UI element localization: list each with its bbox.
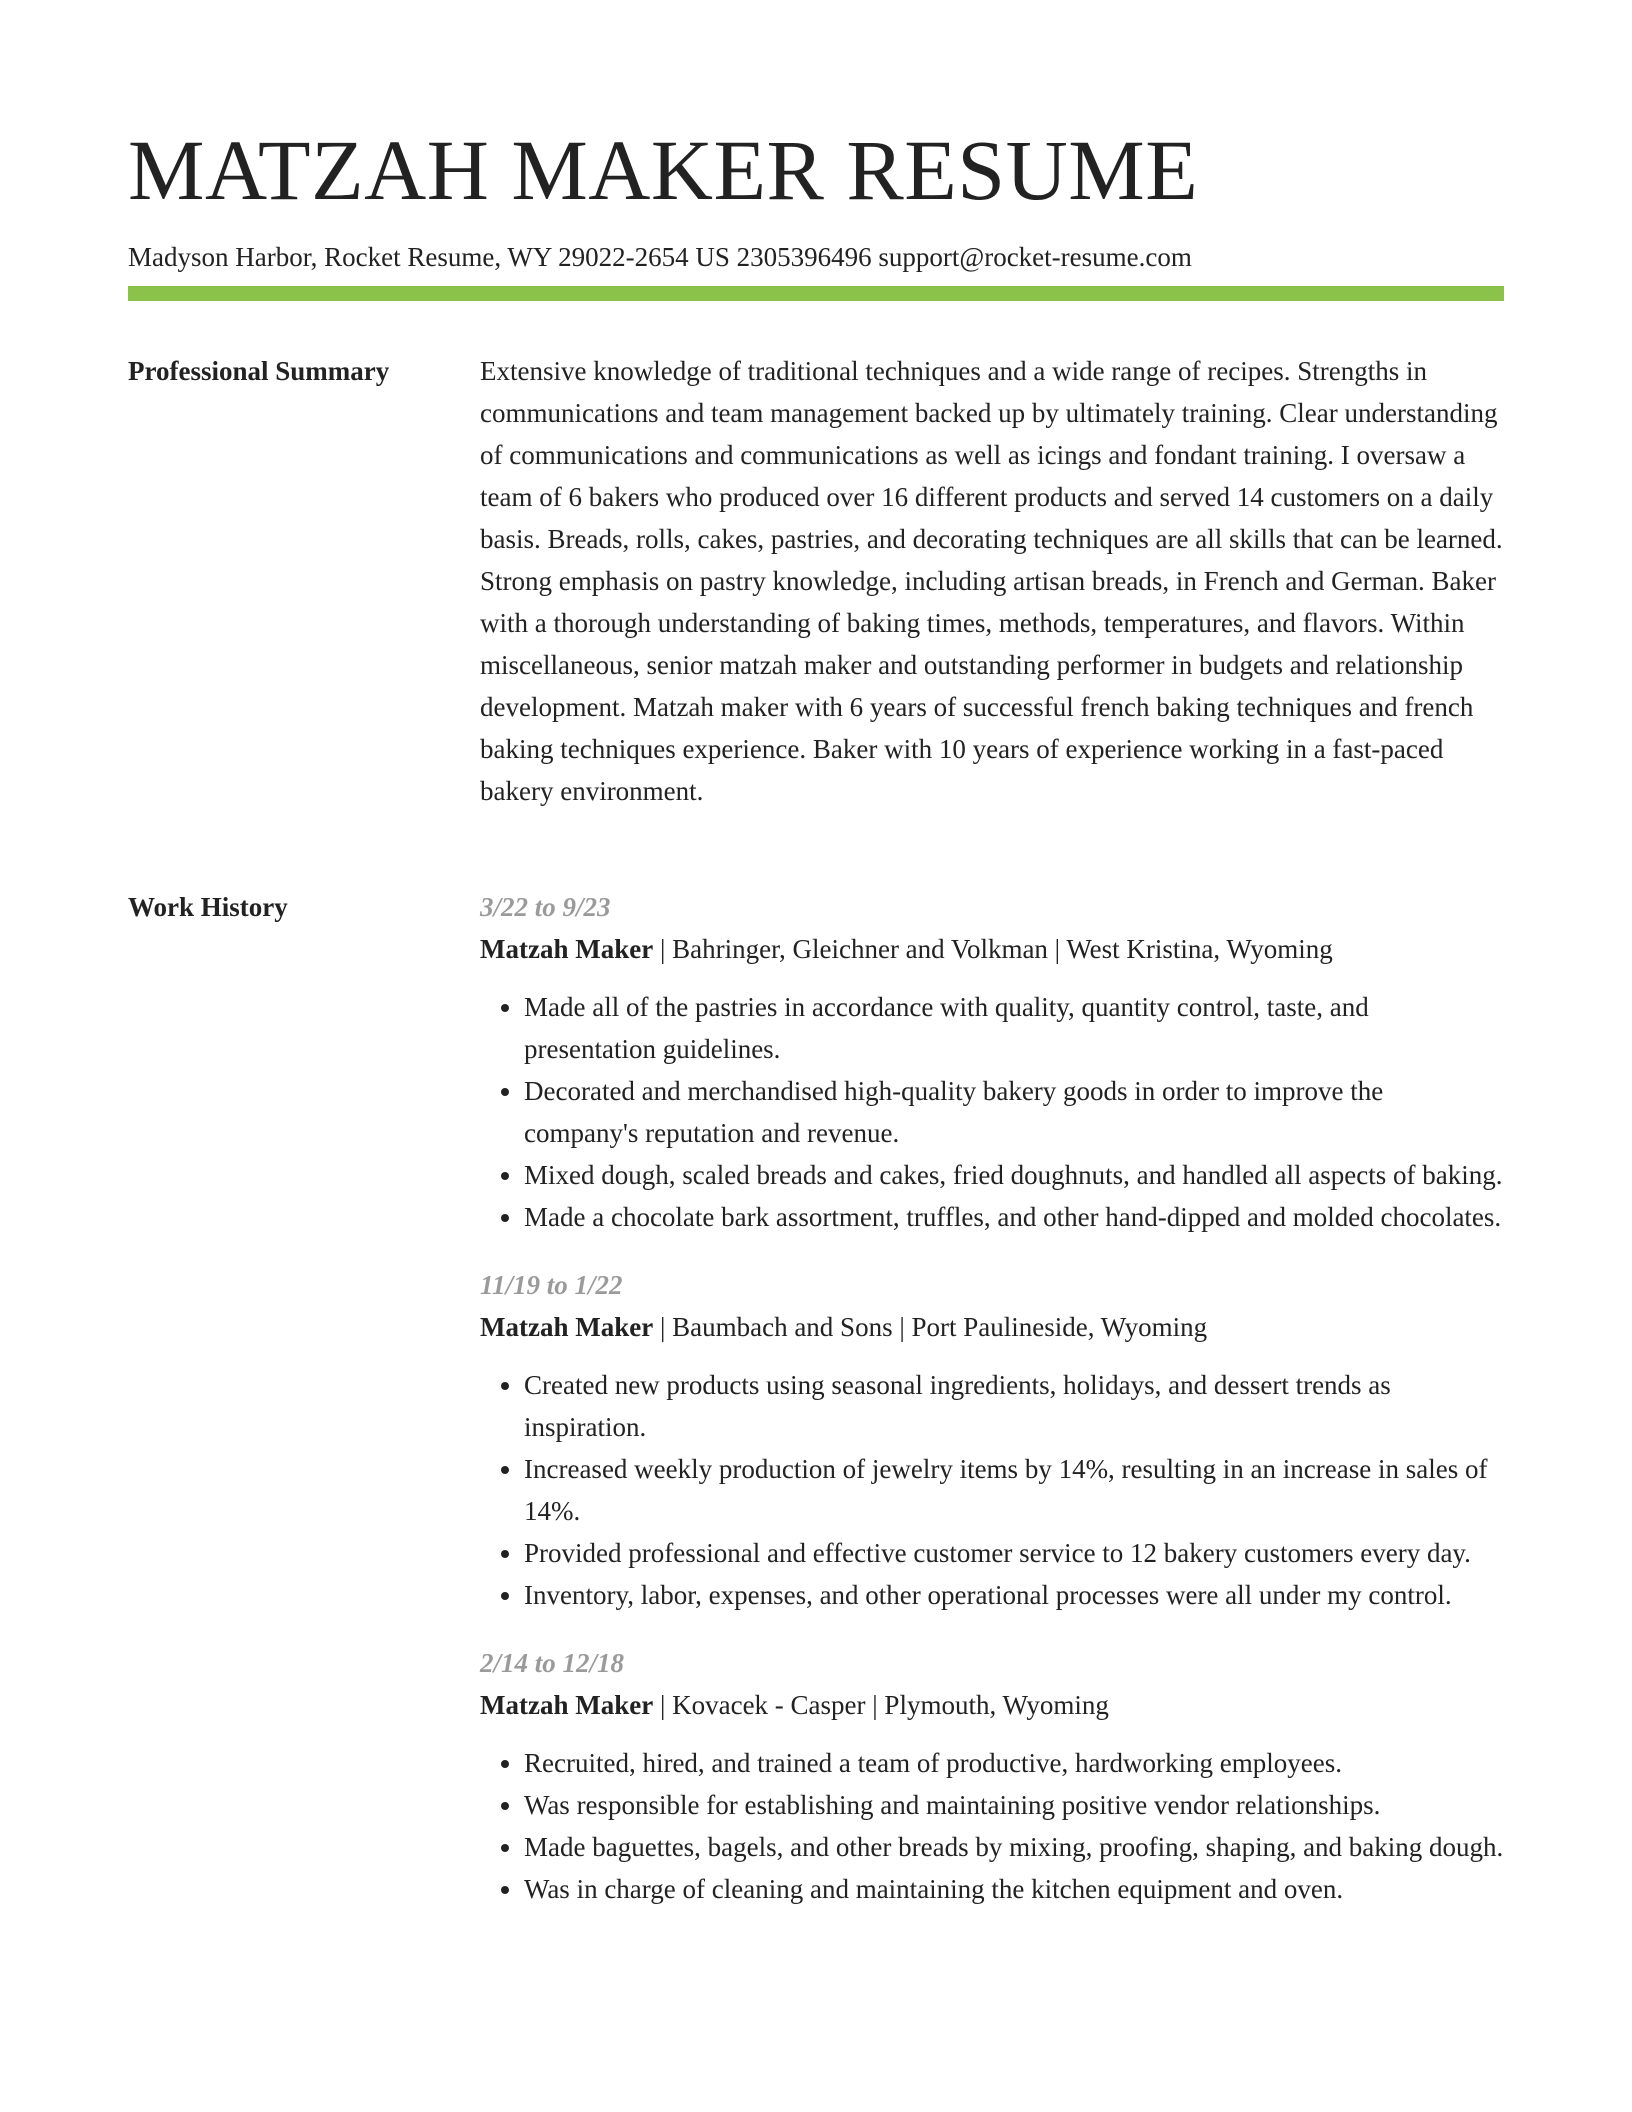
job-bullets <box>480 1742 1504 1910</box>
job-entry <box>480 886 1504 1238</box>
resume-header <box>128 118 1504 274</box>
work-history-heading: Work History <box>128 892 288 922</box>
job-entry <box>480 1264 1504 1616</box>
summary-body <box>480 350 1504 812</box>
bullet-item: • Created new products using seasonal ingredients, holidays, and dessert trends as inspiration. <box>524 1364 1504 1448</box>
bullet-item: • Provided professional and effective customer service to 12 bakery customers every day. <box>524 1532 1504 1574</box>
bullet-item: • Increased weekly production of jewelry items by 14%, resulting in an increase in sales of 14%. <box>524 1448 1504 1532</box>
job-title-line <box>480 1684 1504 1726</box>
bullet-item: • Made a chocolate bark assortment, truffles, and other hand-dipped and molded chocolates. <box>524 1196 1504 1238</box>
job-dates: 11/19 to 1/22 <box>480 1270 623 1300</box>
bullet-item: • Was in charge of cleaning and maintaining the kitchen equipment and oven. <box>524 1868 1504 1910</box>
work-history-body <box>480 886 1504 1936</box>
bullet-item: • Recruited, hired, and trained a team of productive, hardworking employees. <box>524 1742 1504 1784</box>
job-details: | Bahringer, Gleichner and Volkman | West Kristina, Wyoming <box>653 934 1333 964</box>
bullet-item: • Mixed dough, scaled breads and cakes, fried doughnuts, and handled all aspects of baking. <box>524 1154 1504 1196</box>
resume-title: MATZAH MAKER RESUME <box>128 122 1199 218</box>
job-bullets <box>480 1364 1504 1616</box>
job-bullets <box>480 986 1504 1238</box>
job-dates: 2/14 to 12/18 <box>480 1648 625 1678</box>
bullet-item: • Was responsible for establishing and maintaining positive vendor relationships. <box>524 1784 1504 1826</box>
job-title: Matzah Maker <box>480 1312 654 1342</box>
bullet-item: • Inventory, labor, expenses, and other operational processes were all under my control. <box>524 1574 1504 1616</box>
accent-divider <box>128 286 1504 301</box>
job-details: | Kovacek - Casper | Plymouth, Wyoming <box>653 1690 1109 1720</box>
job-title-line <box>480 928 1504 970</box>
bullet-item: • Made all of the pastries in accordance with quality, quantity control, taste, and presentation guidelines. <box>524 986 1504 1070</box>
job-entry <box>480 1642 1504 1910</box>
bullet-item: • Decorated and merchandised high-quality bakery goods in order to improve the company's reputation and revenue. <box>524 1070 1504 1154</box>
job-title: Matzah Maker <box>480 1690 654 1720</box>
summary-text: Extensive knowledge of traditional techniques and a wide range of recipes. Strengths in communications and team management backed up by ultimately training. Clear understanding of communications and communications as well as icings and fondant training. I oversaw a team of 6 bakers who produced over 16 different products and served 14 customers on a daily basis. Breads, rolls, cakes, pastries, and decorating techniques are all skills that can be learned. Strong emphasis on pastry knowledge, including artisan breads, in French and German. Baker with a thorough understanding of baking times, methods, temperatures, and flavors. Within miscellaneous, senior matzah maker and outstanding performer in budgets and relationship development. Matzah maker with 6 years of successful french baking techniques and french baking techniques experience. Baker with 10 years of experience working in a fast-paced bakery environment. <box>480 356 1503 806</box>
job-dates: 3/22 to 9/23 <box>480 892 611 922</box>
job-details: | Baumbach and Sons | Port Paulineside, Wyoming <box>653 1312 1208 1342</box>
contact-line: Madyson Harbor, Rocket Resume, WY 29022-2654 US 2305396496 support@rocket-resume.com <box>128 242 1192 272</box>
job-title-line <box>480 1306 1504 1348</box>
bullet-item: • Made baguettes, bagels, and other breads by mixing, proofing, shaping, and baking dough. <box>524 1826 1504 1868</box>
job-title: Matzah Maker <box>480 934 654 964</box>
summary-heading: Professional Summary <box>128 356 390 386</box>
